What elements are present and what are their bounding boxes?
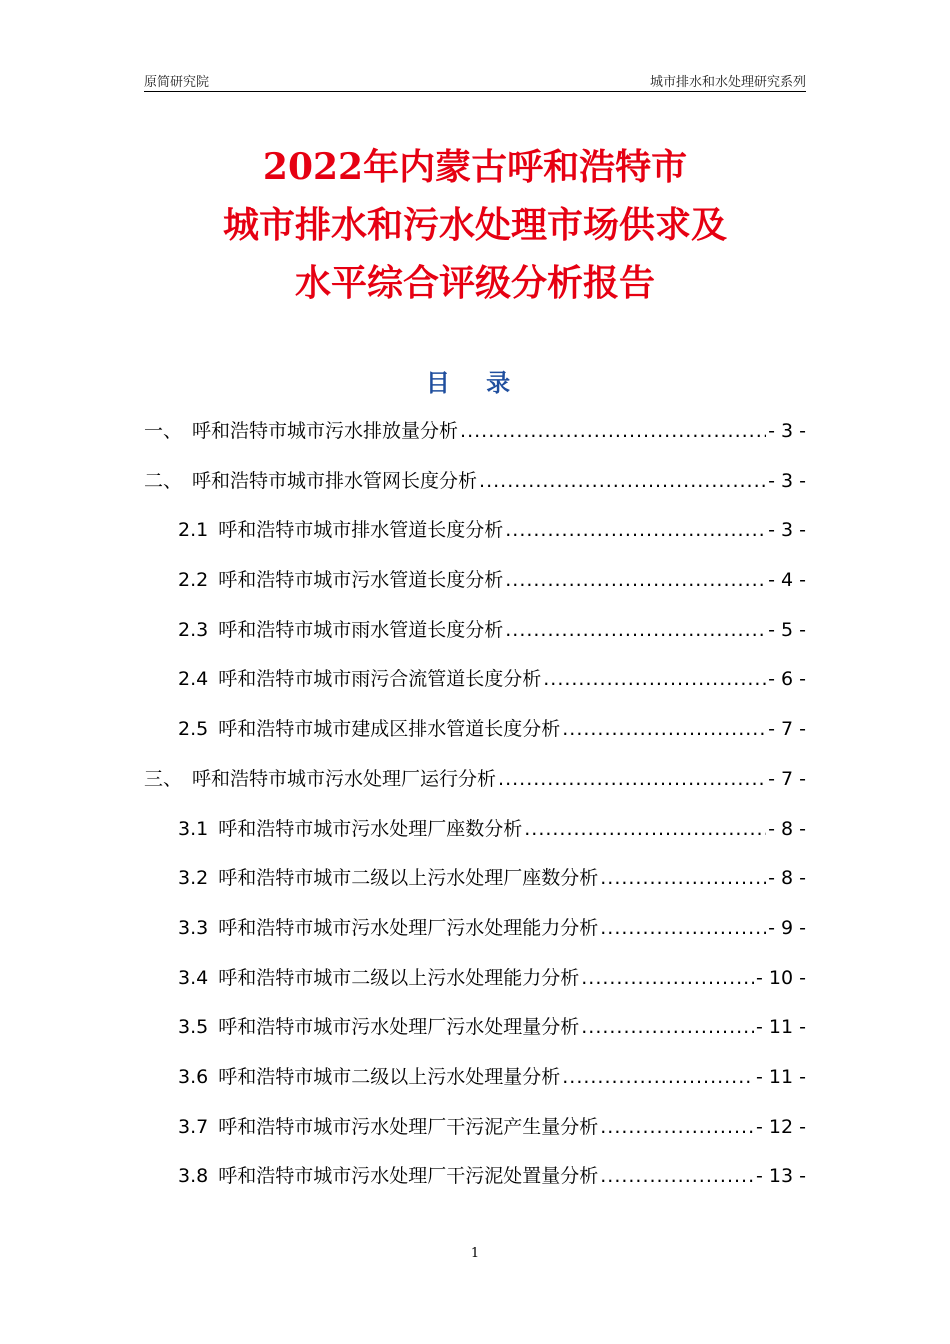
toc-heading: 目 录	[425, 369, 525, 397]
toc-leader-dots	[524, 818, 766, 840]
toc-leader-dots	[600, 867, 766, 889]
toc-entry-number: 3.2	[178, 867, 209, 890]
toc-entry-page: - 10 -	[756, 966, 806, 989]
header-right-series: 城市排水和水处理研究系列	[649, 75, 806, 90]
toc-subentry[interactable]	[144, 1112, 806, 1162]
toc-entry-page: - 7 -	[768, 718, 806, 741]
toc-entry-page: - 3 -	[768, 519, 806, 542]
header-left-org: 原简研究院	[144, 75, 210, 90]
toc-subentry[interactable]	[144, 1161, 806, 1211]
title-line-3: 水平综合评级分析报告	[294, 262, 655, 304]
toc-entry-title: 呼和浩特市城市二级以上污水处理厂座数分析	[218, 867, 599, 890]
page-header	[144, 66, 806, 90]
toc-leader-dots	[600, 1116, 754, 1138]
toc-leader-dots	[543, 668, 766, 690]
toc-entry-number: 二、	[144, 469, 183, 492]
toc-subentry[interactable]	[144, 615, 806, 665]
toc-entry-title: 呼和浩特市城市污水处理厂污水处理量分析	[218, 1016, 580, 1039]
toc-entry-number: 2.1	[178, 519, 209, 542]
toc-leader-dots	[498, 768, 766, 790]
toc-subentry[interactable]	[144, 863, 806, 913]
toc-entry[interactable]	[144, 764, 806, 814]
page-number: 1	[470, 1246, 480, 1261]
toc-entry-title: 呼和浩特市城市排水管网长度分析	[192, 469, 478, 492]
title-line-1: 2022年内蒙古呼和浩特市	[262, 146, 688, 188]
toc-entry-page: - 3 -	[768, 469, 806, 492]
toc-entry-page: - 7 -	[768, 767, 806, 790]
toc-subentry[interactable]	[144, 913, 806, 963]
toc-leader-dots	[505, 569, 766, 591]
toc-entry-title: 呼和浩特市城市污水处理厂运行分析	[192, 767, 497, 790]
toc-entry-page: - 11 -	[756, 1065, 806, 1088]
report-title	[0, 138, 950, 312]
toc-entry-title: 呼和浩特市城市污水处理厂污水处理能力分析	[218, 916, 599, 939]
toc-entry-page: - 8 -	[768, 867, 806, 890]
toc-entry-page: - 4 -	[768, 569, 806, 592]
toc-entry-number: 3.5	[178, 1016, 209, 1039]
toc-entry-title: 呼和浩特市城市污水处理厂座数分析	[218, 817, 523, 840]
toc-subentry[interactable]	[144, 664, 806, 714]
toc-entry-number: 3.8	[178, 1165, 209, 1188]
toc-entry-page: - 8 -	[768, 817, 806, 840]
toc-entry-page: - 5 -	[768, 618, 806, 641]
toc-leader-dots	[581, 1016, 754, 1038]
toc-entry-number: 2.4	[178, 668, 209, 691]
toc-entry-title: 呼和浩特市城市污水排放量分析	[192, 420, 459, 442]
toc-entry[interactable]	[144, 466, 806, 516]
toc-entry-title: 呼和浩特市城市二级以上污水处理量分析	[218, 1065, 561, 1088]
toc-entry-page: - 3 -	[768, 420, 806, 442]
toc-entry-title: 呼和浩特市城市建成区排水管道长度分析	[218, 718, 561, 741]
toc-entry-number: 2.3	[178, 618, 209, 641]
toc-entry-number: 2.2	[178, 569, 209, 592]
toc-entry[interactable]	[144, 416, 806, 466]
toc-leader-dots	[460, 420, 766, 442]
toc-entry-title: 呼和浩特市城市污水处理厂干污泥产生量分析	[218, 1115, 599, 1138]
toc-entry-title: 呼和浩特市城市污水管道长度分析	[218, 569, 504, 592]
table-of-contents	[144, 416, 806, 1211]
toc-entry-number: 2.5	[178, 718, 209, 741]
toc-entry-title: 呼和浩特市城市污水处理厂干污泥处置量分析	[218, 1165, 599, 1188]
toc-entry-title: 呼和浩特市城市雨水管道长度分析	[218, 618, 504, 641]
toc-leader-dots	[562, 718, 766, 740]
toc-subentry[interactable]	[144, 814, 806, 864]
toc-entry-page: - 6 -	[768, 668, 806, 691]
toc-leader-dots	[505, 519, 766, 541]
toc-entry-number: 3.1	[178, 817, 209, 840]
toc-subentry[interactable]	[144, 963, 806, 1013]
toc-subentry[interactable]	[144, 1062, 806, 1112]
toc-leader-dots	[600, 917, 766, 939]
toc-entry-number: 3.3	[178, 916, 209, 939]
toc-leader-dots	[479, 470, 766, 492]
toc-entry-page: - 13 -	[756, 1165, 806, 1188]
toc-subentry[interactable]	[144, 714, 806, 764]
toc-entry-number: 3.7	[178, 1115, 209, 1138]
toc-entry-number: 3.6	[178, 1065, 209, 1088]
toc-entry-number: 3.4	[178, 966, 209, 989]
toc-entry-page: - 12 -	[756, 1115, 806, 1138]
toc-leader-dots	[505, 619, 766, 641]
toc-subentry[interactable]	[144, 1012, 806, 1062]
toc-entry-number: 一、	[144, 420, 183, 442]
toc-entry-number: 三、	[144, 767, 183, 790]
toc-subentry[interactable]	[144, 565, 806, 615]
toc-leader-dots	[600, 1165, 754, 1187]
toc-entry-title: 呼和浩特市城市雨污合流管道长度分析	[218, 668, 542, 691]
toc-entry-page: - 9 -	[768, 916, 806, 939]
toc-entry-title: 呼和浩特市城市排水管道长度分析	[218, 519, 504, 542]
title-line-2: 城市排水和污水处理市场供求及	[222, 204, 727, 246]
toc-leader-dots	[581, 967, 754, 989]
toc-leader-dots	[562, 1066, 754, 1088]
toc-entry-page: - 11 -	[756, 1016, 806, 1039]
toc-subentry[interactable]	[144, 515, 806, 565]
toc-entry-title: 呼和浩特市城市二级以上污水处理能力分析	[218, 966, 580, 989]
header-divider	[144, 91, 806, 92]
